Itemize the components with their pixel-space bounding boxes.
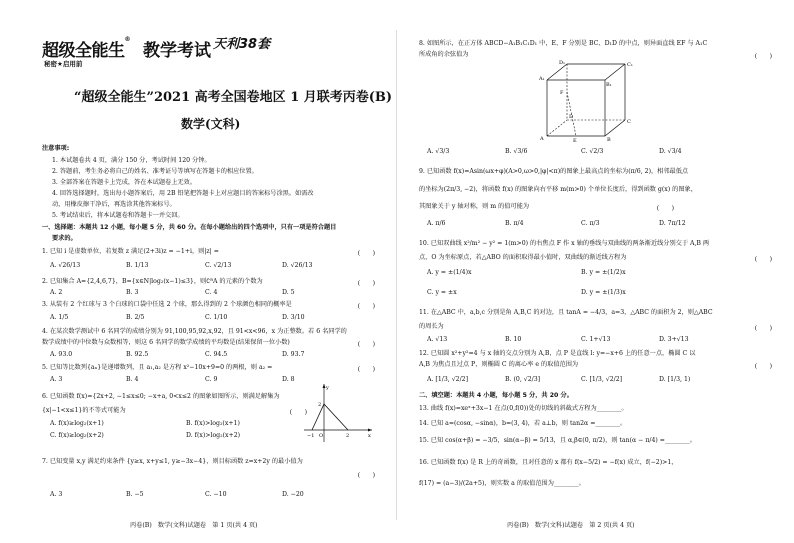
- fill-question: 15. 已知 cos(α+β) = −3/5，sin(α−β) = 5/13，且 α,β∈(0, π/2)，则 tan(α − π/4) =________。: [419, 437, 696, 444]
- notice-heading: 注意事项:: [42, 145, 70, 152]
- answer-paren: ( ): [754, 256, 772, 263]
- option: A. [1/3, √2/2]: [427, 376, 469, 383]
- right-page: [397, 0, 794, 543]
- point-label: E: [573, 138, 577, 142]
- option: D. f(x)>log₂(x+2): [186, 432, 241, 439]
- option: D. −20: [282, 491, 304, 498]
- answer-paren: ( ): [357, 250, 375, 257]
- vertex-label: C: [627, 119, 631, 125]
- option: B. √3/6: [505, 148, 528, 155]
- question-stem: 3. 从装有 2 个红球与 3 个白球的口袋中任选 2 个球，那么得到的 2 个球颜色相同的概率是: [42, 301, 292, 308]
- option: C. π/3: [581, 220, 600, 227]
- option: A. 1/5: [50, 314, 69, 321]
- option: D. [1/3, 1): [659, 376, 691, 383]
- vertex-label: C₁: [627, 62, 633, 68]
- option: B. 10: [505, 336, 522, 343]
- option: D. 8: [282, 376, 295, 383]
- option: C. 9: [205, 376, 218, 383]
- section-heading: 一、选择题：本题共 12 小题，每小题 5 分，共 60 分。在每小题给出的四个选项中，只有一项是符合题目: [42, 224, 337, 231]
- option: B. 3: [126, 289, 139, 296]
- question-stem: 4. 在某次数学测试中 6 名同学的成绩分别为 91,100,95,92,x,92，且 91<x<96，x 为正整数。若 6 名同学的: [42, 328, 347, 335]
- exam-title: “超级全能生”2021 高考全国卷地区 1 月联考丙卷(B): [74, 90, 393, 105]
- edge: [547, 64, 567, 80]
- option: A. √3/3: [427, 148, 450, 155]
- option: C. 94.5: [205, 351, 228, 358]
- question-stem: 5. 已知等比数列{aₙ}是递增数列，且 a₁,a₂ 是方程 x²−10x+9=0 的两根，则 a₂ =: [42, 364, 273, 371]
- notice-item: 1. 本试题卷共 4 页，满分 150 分，考试时间 120 分钟。: [52, 157, 211, 164]
- option: C. y = ±x: [427, 289, 457, 296]
- option: D. 3+√13: [659, 336, 689, 343]
- answer-paren: ( ): [357, 366, 375, 373]
- option: C. 4: [205, 289, 218, 296]
- option: B. y = ±(1/2)x: [581, 269, 626, 276]
- option: C. 1/10: [205, 314, 228, 321]
- reg-mark: ®: [124, 36, 130, 43]
- brand-text: 超级全能生: [42, 41, 125, 61]
- fill-question: 16. 已知函数 f(x) 是 R 上的奇函数，且对任意的 x 都有 f(x−5/2) = −f(x) 成立，f(−2)>1，: [419, 459, 678, 466]
- tick-label: −1: [307, 433, 315, 439]
- axis-label: y: [326, 385, 329, 391]
- vertex-label: B₁: [606, 82, 612, 88]
- notice-item: 动，用橡皮擦干净后，再选涂其他答案标号。: [52, 201, 176, 208]
- section-heading: 二、填空题：本题共 4 小题，每小题 5 分，共 20 分。: [419, 392, 573, 399]
- question-stem: 1. 已知 i 是虚数单位，若复数 z 满足(2+3i)z = −1+i，则|z| =: [42, 248, 219, 255]
- fill-question: 13. 曲线 f(x)=xeˣ+3x−1 在点(0,f(0))处的切线的斜截式方程为________。: [419, 405, 628, 412]
- option: D. 7π/12: [659, 220, 686, 227]
- option: C. √2/13: [205, 262, 232, 269]
- section-heading: 要求的。: [52, 235, 77, 242]
- subject-title: 数学(文科): [181, 117, 241, 131]
- tick-label: 2: [346, 433, 350, 439]
- option: B. (0, √2/3]: [505, 376, 541, 383]
- answer-paren: ( ): [754, 53, 772, 60]
- option: B. 4: [126, 376, 139, 383]
- vertex-label: D₁: [559, 60, 566, 66]
- option: B. 1/13: [126, 262, 149, 269]
- answer-paren: ( ): [289, 409, 307, 416]
- option: B. f(x)>log₂(x+1): [186, 420, 240, 427]
- option: A. √13: [427, 336, 448, 343]
- question-stem: 12. 已知圆 x²+y²=4 与 x 轴的交点分别为 A,B，点 P 是直线 l: y=−x+6 上的任意一点，椭圆 C 以: [419, 350, 696, 357]
- edge: [605, 64, 625, 80]
- question-stem: {x|−1<x≤1}的不等式可能为: [42, 407, 126, 414]
- answer-paren: ( ): [357, 280, 375, 287]
- option: D. y = ±(1/3)x: [581, 289, 626, 296]
- brand-logo: [42, 36, 130, 61]
- option: A. √26/13: [50, 262, 81, 269]
- question-stem: 所成角的余弦值为: [419, 51, 469, 58]
- option: B. 2/5: [126, 314, 145, 321]
- question-stem: A,B 为焦点且过点 P，则椭圆 C 的离心率 e 的取值范围为: [419, 361, 579, 368]
- x-axis-arrow-icon: [368, 429, 372, 432]
- answer-paren: ( ): [656, 205, 674, 212]
- notice-item: 5. 考试结束后，将本试题卷和答题卡一并交回。: [52, 212, 184, 219]
- question-stem: 10. 已知双曲线 x²/m² − y² = 1(m>0) 的右焦点 F 作 x 轴的垂线与双曲线的两条渐近线分别交于 A,B 两: [419, 240, 710, 247]
- option: C. 1+√13: [581, 336, 611, 343]
- answer-paren: ( ): [357, 303, 375, 310]
- option: D. 5: [282, 289, 295, 296]
- option: A. 3: [50, 376, 63, 383]
- fill-question: f(17) = (a−3)/(2a+5)，则实数 a 的取值范围为________。: [419, 480, 585, 487]
- option: A. 3: [50, 491, 63, 498]
- question-stem: 6. 已知函数 f(x)={2x+2, −1≤x≤0; −x+a, 0<x≤2 的图象如图所示，则满足解集为: [42, 393, 280, 400]
- option: C. f(x)≥log₂(x+2): [50, 432, 104, 439]
- fill-question: 14. 已知 a=(cosα, −sinα)，b=(3, 4)，若 a⊥b，则 tan2α =________。: [419, 420, 627, 427]
- option: D. √3/4: [659, 148, 682, 155]
- question-stem: 2. 已知集合 A={2,4,6,7}，B={x∈N|log₂(x−1)≤3}，则∁ᴮA 的元素的个数为: [42, 278, 263, 285]
- notice-item: 2. 答题前，考生务必将自己的姓名、准考证号等填写在答题卡的相应位置。: [52, 168, 258, 175]
- option: D. 93.7: [282, 351, 305, 358]
- option: C. √2/3: [581, 148, 604, 155]
- option: A. 2: [50, 289, 63, 296]
- question-stem: 的周长为: [419, 323, 444, 330]
- answer-paren: ( ): [754, 363, 772, 370]
- answer-paren: ( ): [754, 325, 772, 332]
- notice-item: 3. 全部答案在答题卡上完成，答在本试题卷上无效。: [52, 179, 196, 186]
- q6-graph: [300, 380, 375, 445]
- option: A. π/6: [427, 220, 446, 227]
- question-stem: 的坐标为(2π/3, −2)，将函数 f(x) 的图象向右平移 m(m>0) 个单位长度后，得到函数 g(x) 的图象，: [419, 186, 697, 193]
- question-stem: 8. 如图所示，在正方体 ABCD−A₁B₁C₁D₁ 中，E、F 分别是 BC、D₁D 的中点，则异面直线 EF 与 A₁C: [419, 40, 708, 47]
- vertex-label: A₁: [539, 76, 545, 82]
- origin-label: O: [319, 433, 324, 439]
- vertex-label: A: [540, 136, 544, 142]
- question-stem: 7. 已知变量 x,y 满足约束条件 {y≥x, x+y≤1, y≥−3x−4}，则目标函数 z=x+2y 的最小值为: [42, 458, 303, 465]
- point-label: F: [560, 90, 564, 96]
- hidden-edge: [547, 120, 567, 136]
- option: D. 3/10: [282, 314, 305, 321]
- vertex-label: B: [607, 137, 611, 142]
- question-stem: 点，O 为坐标原点，若△ABO 的面积取得最小值时，双曲线的渐近线方程为: [419, 254, 627, 261]
- question-stem: 11. 在△ABC 中，a,b,c 分别是角 A,B,C 的对边，且 tanA = −4/3，a=3，△ABC 的面积为 2，则△ABC: [419, 309, 713, 316]
- option: A. y = ±(1/4)x: [427, 269, 472, 276]
- tick-label: 2: [318, 402, 322, 408]
- exam-brand: 教学考试: [143, 41, 211, 61]
- edge: [605, 120, 625, 136]
- option: B. 92.5: [126, 351, 149, 358]
- option: C. −10: [205, 491, 227, 498]
- option: A. 93.0: [50, 351, 73, 358]
- question-stem: 数学成绩中的中位数与众数相等，则这 6 名同学的数学成绩的平均数是(结果保留一位小数): [42, 339, 290, 346]
- answer-paren: ( ): [357, 472, 375, 479]
- axis-label: x: [368, 433, 371, 439]
- option: D. √26/13: [282, 262, 313, 269]
- notice-item: 4. 回答选择题时，选出每小题答案后，用 2B 铅笔把答题卡上对应题目的答案标号涂黑。如需改: [52, 190, 314, 197]
- secret-label: 秘密★启用前: [44, 60, 83, 68]
- cube-figure: [537, 58, 637, 142]
- option: A. f(x)≥log₂(x+1): [50, 420, 104, 427]
- question-stem: 其图象关于 y 轴对称，则 m 的值可能为: [419, 203, 530, 210]
- series-logo: 天利38套: [213, 37, 271, 52]
- answer-paren: ( ): [357, 341, 375, 348]
- page-footer: 丙卷(B) 数学(文科)试题卷 第 2 页(共 4 页): [507, 522, 635, 529]
- option: B. π/4: [505, 220, 524, 227]
- option: C. [1/3, √2/2]: [581, 376, 623, 383]
- option: B. −5: [126, 491, 144, 498]
- question-stem: 9. 已知函数 f(x)=Asin(ωx+φ)(A>0,ω>0,|φ|<π)的图象上最高点的坐标为(π/6, 2)，相邻最低点: [419, 168, 689, 175]
- vertex-label: D: [569, 114, 574, 120]
- page-footer: 丙卷(B) 数学(文科)试题卷 第 1 页(共 4 页): [130, 522, 258, 529]
